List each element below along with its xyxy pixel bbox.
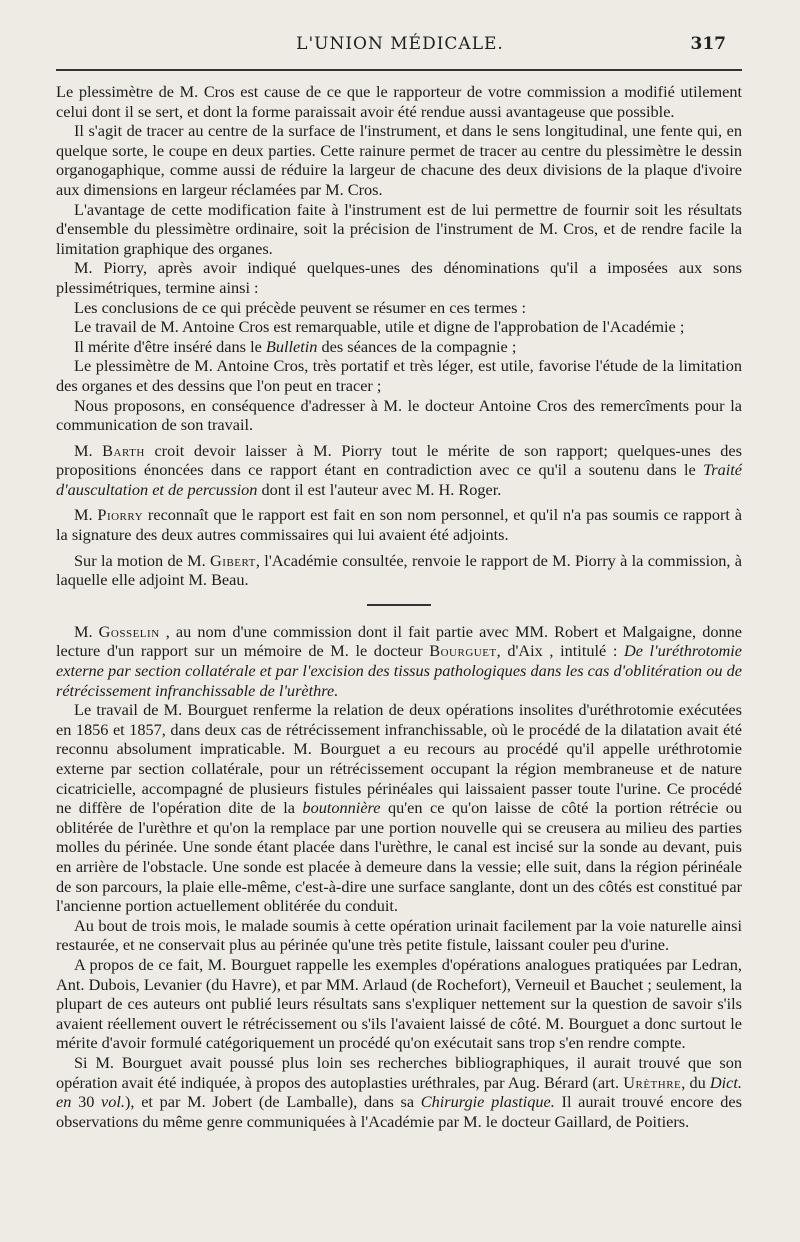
paragraph xyxy=(56,1053,742,1131)
paragraph: A propos de ce fait, M. Bourguet rappelle les exemples d'opérations analogues pratiquées par Ledran, Ant. Dubois, Levanier (du Havre), et par MM. Arlaud (de Rochefort), Verneuil et Bauchet ; seulement, la plupart de ces auteurs ont publié leurs résultats sans s'expliquer nettement sur la question de savoir s'ils avaient réellement ouvert le rétrécissement ou s'ils l'avaient laissé de côté. M. Bourguet a donc surtout le mérite d'avoir formulé catégoriquement un procédé qu'on exécutait sans trop s'en rendre compte. xyxy=(56,954,742,1053)
paragraph: Le plessimètre de M. Cros est cause de ce que le rapporteur de votre commission a modifié utilement celui dont il se sert, et dont la forme paraissait avoir été rendue aussi avantageuse que possible. xyxy=(56,82,742,121)
text-run: M. xyxy=(74,621,99,641)
text-run: , du xyxy=(681,1072,710,1092)
speaker-name: Gosselin xyxy=(98,621,160,641)
body-text xyxy=(56,82,742,1131)
paragraph-piorry xyxy=(56,505,742,544)
text-run: M. xyxy=(74,505,98,525)
speaker-name: Gibert xyxy=(210,550,256,570)
text-run: , au nom d'une commission dont il fait partie avec MM. Robert et Malgaigne, donne lecture d'un rapport sur un mémoire de M. le docteur xyxy=(56,621,742,661)
paragraph: L'avantage de cette modification faite à l'instrument est de lui permettre de fournir soit les résultats d'ensemble du plessimètre ordinaire, soit la précision de l'instrument de M. Cros, et de rendre facile la limitation graphique des organes. xyxy=(56,199,742,258)
text-run: , d'Aix , intitulé : xyxy=(496,641,624,661)
running-title: L'UNION MÉDICALE. xyxy=(296,34,504,54)
text-run: Si M. Bourguet avait poussé plus loin ses recherches bibliographiques, il aurait trouvé que son opération avait été indiquée, à propos des autoplasties uréthrales, par Aug. Bérard (art. xyxy=(56,1052,742,1092)
author-name: Bourguet xyxy=(429,641,497,661)
text-run: qu'en ce qu'on laisse de côté la portion rétrécie ou oblitérée de l'urèthre et qu'on la remplace par une portion nouvelle qui se creusera au milieu des parties molles du périnée. Une sonde étant placée dans l'urèthre, le canal est incisé sur la sonde au devant, puis en arrière de l'obstacle. Une sonde est placée à demeure dans la vessie; elle suit, dans la région périnéale de son parcours, la plaie elle-même, c'est-à-dire une surface sanglante, dont un des côtés est constitué par l'ancienne portion actuellement oblitérée du conduit. xyxy=(56,798,742,916)
italic-text: Chirurgie plastique. xyxy=(420,1092,555,1112)
small-caps-text: Urèthre xyxy=(623,1072,682,1092)
paragraph: Le plessimètre de M. Antoine Cros, très portatif et très léger, est utile, favorise l'étude de la limitation des organes et des dessins que l'on peut en tracer ; xyxy=(56,356,742,395)
text-run: Sur la motion de M. xyxy=(74,550,211,570)
paragraph: Nous proposons, en conséquence d'adresser à M. le docteur Antoine Cros des remercîments pour la communication de son travail. xyxy=(56,395,742,435)
header-rule xyxy=(56,69,742,71)
text-run: dont il est l'auteur avec M. H. Roger. xyxy=(257,479,502,499)
italic-text: boutonnière xyxy=(302,798,381,818)
text-run: des séances de la compagnie ; xyxy=(317,336,517,356)
paragraph: M. Piorry, après avoir indiqué quelques-unes des dénominations qu'il a imposées aux sons plessimétriques, termine ainsi : xyxy=(56,258,742,297)
italic-text: vol. xyxy=(101,1092,126,1112)
page-header xyxy=(56,34,744,64)
paragraph: Les conclusions de ce qui précède peuvent se résumer en ces termes : xyxy=(74,297,527,317)
paragraph xyxy=(56,700,742,916)
paragraph: Le travail de M. Antoine Cros est remarquable, utile et digne de l'approbation de l'Académie ; xyxy=(74,317,685,337)
text-run: 30 xyxy=(71,1092,102,1112)
speaker-name: Barth xyxy=(102,440,145,460)
text-run: reconnaît que le rapport est fait en son nom personnel, et qu'il n'a pas soumis ce rapport à la signature des deux autres commissaires qui lui avaient été adjoints. xyxy=(56,505,742,545)
paragraph xyxy=(56,337,742,357)
paragraph: Il s'agit de tracer au centre de la surface de l'instrument, et dans le sens longitudinal, une fente qui, en quelque sorte, le coupe en deux parties. Cette rainure permet de tracer au centre du plessimètre le dessin organogaphique, comme aussi de réduire la largeur de chacune des deux divisions de la plaque d'ivoire aux dimensions en largeur réclamées par M. Cros. xyxy=(56,121,742,199)
page-number: 317 xyxy=(690,34,726,54)
text-run: croit devoir laisser à M. Piorry tout le mérite de son rapport; quelques-unes des propositions énoncées dans ce rapport étant en contradiction avec ce qu'il a soutenu dans le xyxy=(56,440,742,480)
paragraph-gosselin xyxy=(56,622,742,700)
memoir-title: De l'uréthrotomie externe par section collatérale et par l'excision des tissus pathologiques dans les cas d'oblitération ou de rétrécissement infranchissable de l'urèthre. xyxy=(56,641,742,700)
speaker-name: Piorry xyxy=(97,505,144,525)
italic-text: Traité d'auscultation et de percussion xyxy=(56,460,742,499)
text-run: M. xyxy=(74,440,103,460)
paragraph: Au bout de trois mois, le malade soumis à cette opération urinait facilement par la voie naturelle ainsi restaurée, et ne conservait plus au périnée qu'une très petite fistule, laissant couler peu d'urine. xyxy=(56,915,742,955)
text-run: Il aurait trouvé encore des observations du même genre communiquées à l'Académie par M. le docteur Gaillard, de Poitiers. xyxy=(56,1092,742,1131)
paragraph-barth xyxy=(56,441,742,500)
section-separator xyxy=(367,604,431,606)
paragraph-gibert xyxy=(56,551,742,590)
text-run: Il mérite d'être inséré dans le xyxy=(74,336,266,356)
italic-text: Bulletin xyxy=(265,336,318,356)
text-run: Le travail de M. Bourguet renferme la relation de deux opérations insolites d'uréthrotomie exécutées en 1856 et 1857, dans deux cas de rétrécissement infranchissable, où le procédé de la dilatation avait été reconnu absolument impraticable. M. Bourguet a eu recours au procédé qu'il appelle uréthrotomie externe par section collatérale, pour un rétrécissement occupant la région membraneuse et de nature cicatricielle, accompagné de plusieurs fistules périnéales qui laissaient passer toute l'urine. Ce procédé ne diffère de l'opération dite de la xyxy=(56,700,742,818)
text-run: , l'Académie consultée, renvoie le rapport de M. Piorry à la commission, à laquelle elle adjoint M. Beau. xyxy=(56,550,743,590)
italic-text: Dict. en xyxy=(56,1072,742,1112)
text-run: ), et par M. Jobert (de Lamballe), dans sa xyxy=(125,1092,421,1112)
